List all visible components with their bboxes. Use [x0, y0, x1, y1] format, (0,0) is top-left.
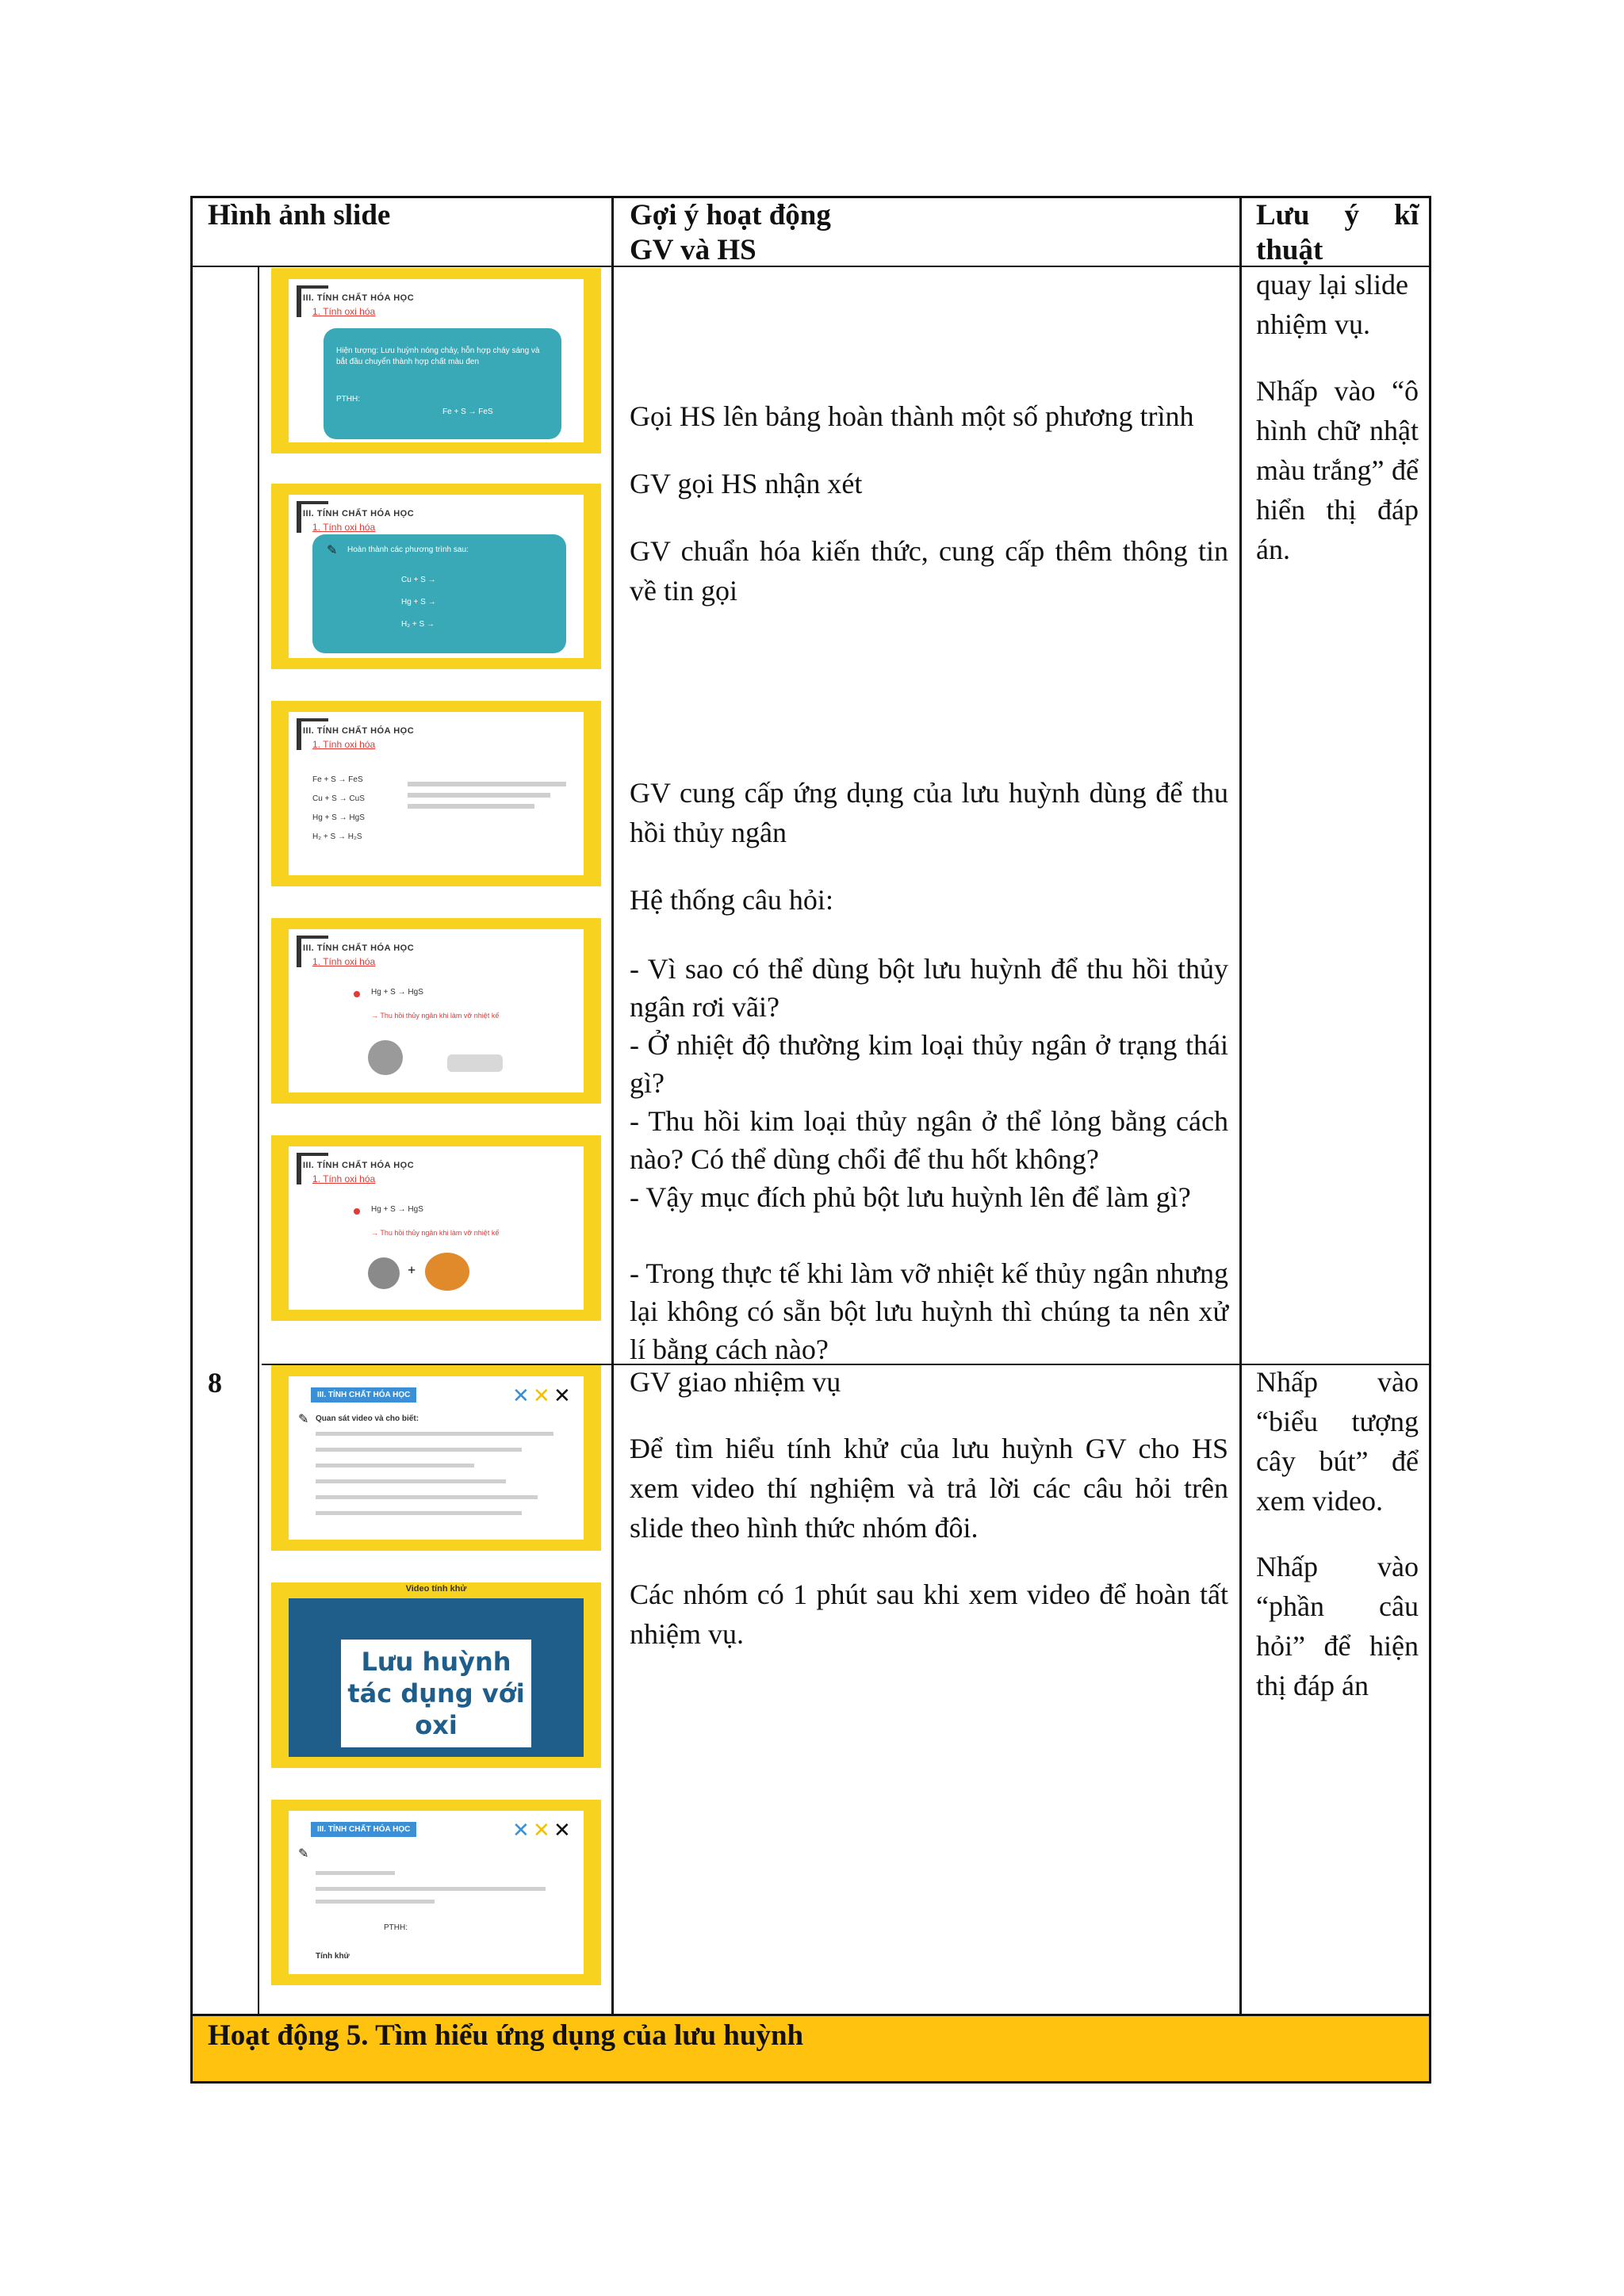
slide-canvas [289, 1811, 584, 1974]
pthh-label: PTHH: [336, 395, 360, 404]
header-notes-line1: Lưu ý kĩ [1256, 199, 1419, 232]
slide-canvas [289, 279, 584, 442]
text-block-placeholder [316, 1495, 538, 1499]
pthh-label: PTHH: [384, 1923, 408, 1932]
slide-corner-mark [297, 718, 301, 750]
col-divider-1 [611, 196, 614, 2015]
answer-label: Tính khử [316, 1952, 350, 1961]
slide-title: III. TÍNH CHẤT HÓA HỌC [303, 726, 415, 736]
equation: Fe + S → FeS [312, 775, 363, 784]
note-text: Nhấp vào “phần câu hỏi” để hiện thị đáp án [1256, 1551, 1419, 1701]
slide-thumbnail [271, 918, 601, 1104]
slide-subtitle: 1. Tính oxi hóa [312, 956, 376, 967]
activity-text: GV chuẩn hóa kiến thức, cung cấp thêm thông tin về tin gọi [630, 535, 1228, 607]
slide-subtitle: 1. Tính oxi hóa [312, 522, 376, 533]
activity-text: Các nhóm có 1 phút sau khi xem video để hoàn tất nhiệm vụ. [630, 1578, 1228, 1650]
slide-title: III. TÍNH CHẤT HÓA HỌC [303, 293, 415, 303]
equation: Cu + S → [401, 576, 436, 584]
slide-canvas [289, 929, 584, 1093]
equation: H₂ + S → [401, 620, 435, 629]
slide-corner-mark [297, 501, 328, 504]
close-icon: ✕ [512, 1819, 530, 1843]
close-icon: ✕ [512, 1384, 530, 1408]
bullet-icon [354, 991, 360, 997]
header-divider [190, 266, 1431, 267]
section-heading: Hoạt động 5. Tìm hiểu ứng dụng của lưu huỳnh [208, 2019, 804, 2052]
inner-col-divider [258, 266, 259, 2015]
equation: Hg + S → HgS [371, 1205, 423, 1214]
answer-box [324, 328, 561, 439]
slide-thumbnail [271, 1582, 601, 1768]
slide-canvas [289, 1146, 584, 1310]
equation: Hg + S → HgS [312, 813, 365, 822]
exercise-box [312, 534, 566, 653]
question-item: - Vì sao có thể dùng bột lưu huỳnh để thu hồi thủy ngân rơi vãi? [630, 953, 1228, 1023]
header-activity-line2: GV và HS [630, 234, 756, 266]
slide-corner-mark [297, 501, 301, 533]
activity-text: Để tìm hiểu tính khử của lưu huỳnh GV cho HS xem video thí nghiệm và trả lời các câu hỏi trên slide theo hình thức nhóm đôi. [630, 1433, 1228, 1544]
plus-sign: + [408, 1262, 416, 1278]
slide-subtitle: 1. Tính oxi hóa [312, 739, 376, 750]
equation: Cu + S → CuS [312, 794, 365, 803]
activity-text: GV cung cấp ứng dụng của lưu huỳnh dùng để thu hồi thủy ngân [630, 777, 1228, 848]
bullet-icon [354, 1208, 360, 1215]
slide-title: III. TÍNH CHẤT HÓA HỌC [303, 509, 415, 519]
activity-text: GV giao nhiệm vụ [630, 1366, 841, 1398]
table-border-left [190, 196, 193, 2084]
video-caption: Video tính khử [405, 1584, 467, 1594]
video-slide-canvas [289, 1598, 584, 1757]
equation: H₂ + S → H₂S [312, 832, 362, 841]
pen-icon[interactable]: ✎ [298, 1847, 309, 1861]
slide-corner-mark [297, 718, 328, 721]
pen-icon[interactable]: ✎ [298, 1413, 309, 1426]
header-notes-line2: thuật [1256, 234, 1323, 266]
close-icon: ✕ [553, 1384, 571, 1408]
note-text: quay lại slide nhiệm vụ. [1256, 269, 1408, 340]
text-block-placeholder [316, 1464, 474, 1468]
video-title: Lưu huỳnh tác dụng với oxi [341, 1640, 531, 1747]
text-block-placeholder [316, 1432, 553, 1436]
activity-text: Gọi HS lên bảng hoàn thành một số phương trình [630, 400, 1194, 432]
col-divider-2 [1239, 196, 1242, 2015]
slide-canvas [289, 1376, 584, 1540]
slide-corner-mark [297, 1153, 301, 1184]
question-item: - Vậy mục đích phủ bột lưu huỳnh lên để làm gì? [630, 1181, 1191, 1213]
note-text: Nhấp vào “ô hình chữ nhật màu trắng” để hiển thị đáp án. [1256, 375, 1419, 565]
slide-thumbnail [271, 1365, 601, 1551]
exercise-heading: Hoàn thành các phương trình sau: [347, 545, 469, 554]
slide-tag: III. TÍNH CHẤT HÓA HỌC [311, 1387, 416, 1402]
slide-corner-mark [297, 285, 328, 289]
table-border-right [1429, 196, 1431, 2084]
slide-corner-mark [297, 936, 328, 939]
equation: Hg + S → HgS [371, 988, 423, 997]
header-slide-image: Hình ảnh slide [208, 199, 391, 232]
slide-thumbnail [271, 1800, 601, 1985]
slide-title: III. TÍNH CHẤT HÓA HỌC [303, 943, 415, 953]
text-block-placeholder [316, 1900, 435, 1904]
slide-title: III. TÍNH CHẤT HÓA HỌC [303, 1161, 415, 1170]
slide-corner-mark [297, 1153, 328, 1156]
question-item: - Thu hồi kim loại thủy ngân ở thể lỏng bằng cách nào? Có thể dùng chổi để thu hốt không? [630, 1105, 1228, 1175]
text-block-placeholder [408, 782, 566, 786]
close-icon: ✕ [553, 1819, 571, 1843]
text-block-placeholder [316, 1511, 522, 1515]
observation-text: Hiện tượng: Lưu huỳnh nóng chảy, hỗn hợp cháy sáng và bắt đầu chuyển thành hợp chất màu đen [336, 346, 540, 366]
slide-thumbnail [271, 1135, 601, 1321]
close-icon: ✕ [533, 1384, 550, 1408]
questions-heading: Hệ thống câu hỏi: [630, 884, 833, 916]
slide-canvas [289, 495, 584, 658]
result-note: → Thu hồi thủy ngân khi làm vỡ nhiệt kế [371, 1012, 500, 1020]
powder-image [447, 1054, 503, 1072]
text-block-placeholder [316, 1448, 522, 1452]
question-item: - Trong thực tế khi làm vỡ nhiệt kế thủy ngân nhưng lại không có sẵn bột lưu huỳnh thì chúng ta nên xử lí bằng cách nào? [630, 1257, 1228, 1365]
table-border-bottom [190, 2081, 1431, 2084]
pen-icon: ✎ [327, 544, 338, 557]
slide-tag: III. TÍNH CHẤT HÓA HỌC [311, 1822, 416, 1837]
equation: Fe + S → FeS [442, 408, 493, 416]
close-icon: ✕ [533, 1819, 550, 1843]
slide-canvas [289, 712, 584, 875]
header-activity-line1: Gợi ý hoạt động [630, 199, 831, 232]
sulfur-image [425, 1253, 469, 1291]
mercury-image [368, 1257, 400, 1289]
text-block-placeholder [408, 804, 534, 809]
equation: Hg + S → [401, 598, 436, 607]
text-block-placeholder [316, 1871, 395, 1875]
result-note: → Thu hồi thủy ngân khi làm vỡ nhiệt kế [371, 1229, 500, 1237]
note-text: Nhấp vào “biểu tượng cây bút” để xem video. [1256, 1366, 1419, 1517]
row-number: 8 [208, 1367, 222, 1399]
slide-thumbnail [271, 268, 601, 453]
slide-corner-mark [297, 936, 301, 967]
slide-subtitle: 1. Tính oxi hóa [312, 1173, 376, 1184]
question-item: - Ở nhiệt độ thường kim loại thủy ngân ở trạng thái gì? [630, 1029, 1228, 1099]
activity-text: GV gọi HS nhận xét [630, 468, 863, 499]
text-block-placeholder [316, 1887, 546, 1891]
slide-thumbnail [271, 701, 601, 886]
slide-thumbnail [271, 484, 601, 669]
text-block-placeholder [316, 1479, 506, 1483]
slide-corner-mark [297, 285, 301, 317]
text-block-placeholder [408, 793, 550, 798]
slide-subtitle: 1. Tính oxi hóa [312, 306, 376, 317]
task-heading: Quan sát video và cho biết: [316, 1414, 419, 1423]
thermometer-image [368, 1040, 403, 1075]
